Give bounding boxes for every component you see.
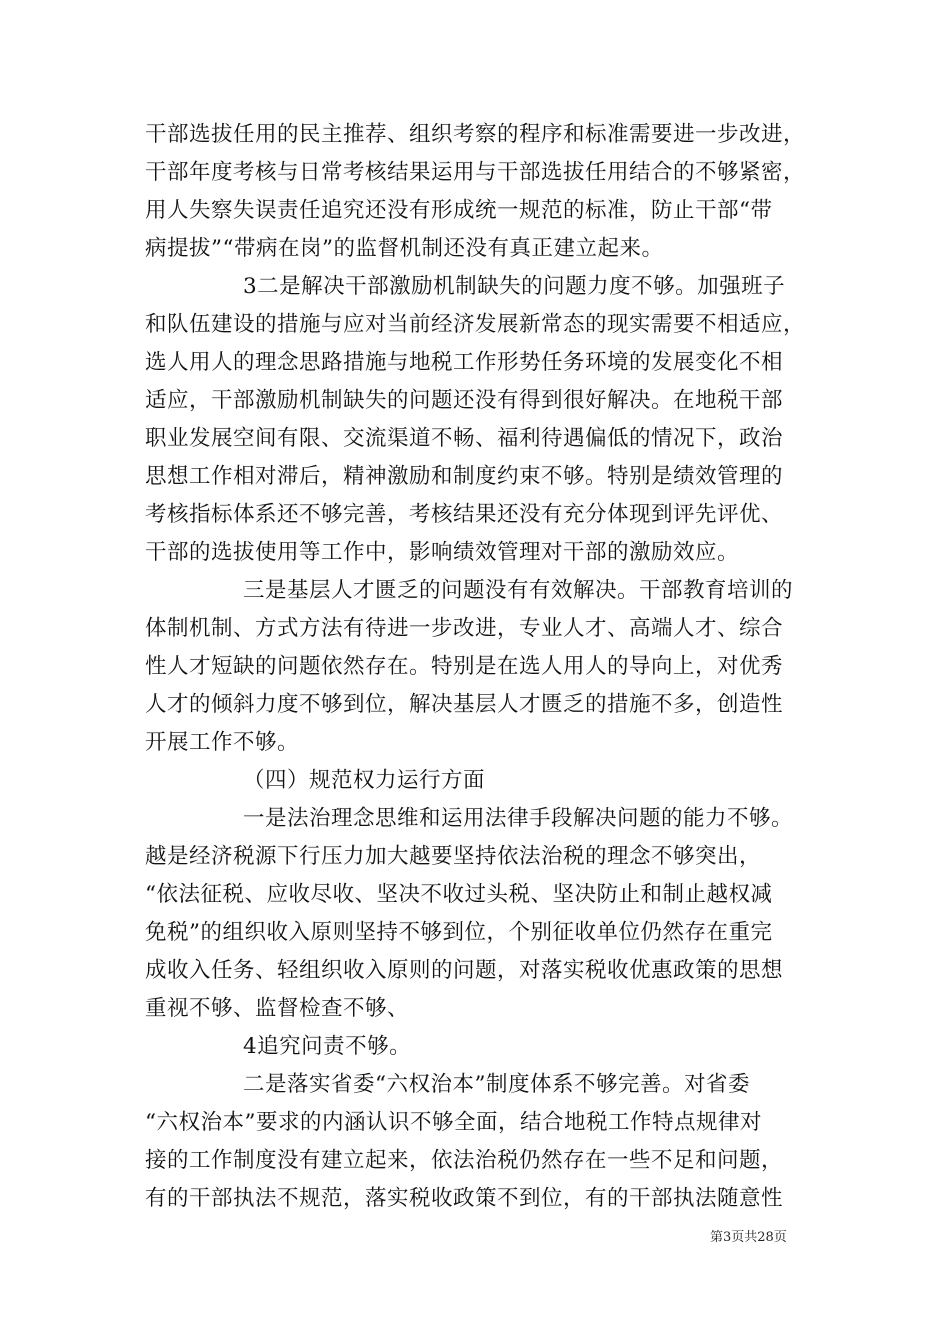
text-line: 职业发展空间有限、交流渠道不畅、福利待遇偏低的情况下，政治: [145, 426, 784, 451]
text-line: 适应，干部激励机制缺失的问题还没有得到很好解决。在地税干部: [145, 388, 784, 413]
text-line: 和队伍建设的措施与应对当前经济发展新常态的现实需要不相适应，: [145, 312, 806, 337]
text-line: 考核指标体系还不够完善，考核结果还没有充分体现到评先评优、: [145, 502, 784, 527]
text-line: “六权治本”要求的内涵认识不够全面，结合地税工作特点规律对: [145, 1110, 762, 1135]
page-number: 第3页共28页: [710, 1230, 787, 1245]
text-line: 性人才短缺的问题依然存在。特别是在选人用人的导向上，对优秀: [145, 654, 784, 679]
text-line: 二是落实省委“六权治本”制度体系不够完善。对省委: [243, 1072, 750, 1097]
text-line: 干部年度考核与日常考核结果运用与干部选拔任用结合的不够紧密，: [145, 160, 806, 185]
section-heading: （四）规范权力运行方面: [243, 768, 486, 793]
text-line: 4追究问责不够。: [243, 1034, 412, 1059]
text-line: 重视不够、监督检查不够、: [145, 996, 410, 1021]
text-line: 干部选拔任用的民主推荐、组织考察的程序和标准需要进一步改进，: [145, 122, 806, 147]
text-line: 有的干部执法不规范，落实税收政策不到位，有的干部执法随意性: [145, 1186, 784, 1211]
text-line: 干部的选拔使用等工作中，影响绩效管理对干部的激励效应。: [145, 540, 740, 565]
text-line: 用人失察失误责任追究还没有形成统一规范的标准，防止干部“带: [145, 198, 773, 223]
text-line: 一是法治理念思维和运用法律手段解决问题的能力不够。: [243, 806, 794, 831]
text-line: 开展工作不够。: [145, 730, 300, 755]
text-line: 病提拔”“带病在岗”的监督机制还没有真正建立起来。: [145, 236, 664, 261]
text-line: 三是基层人才匮乏的问题没有有效解决。干部教育培训的: [243, 578, 794, 603]
text-line: 接的工作制度没有建立起来，依法治税仍然存在一些不足和问题，: [145, 1148, 784, 1173]
text-line: 免税”的组织收入原则坚持不够到位，个别征收单位仍然存在重完: [145, 920, 773, 945]
text-line: “依法征税、应收尽收、坚决不收过头税、坚决防止和制止越权减: [145, 882, 773, 907]
text-line: 3二是解决干部激励机制缺失的问题力度不够。加强班子: [243, 274, 786, 299]
text-line: 体制机制、方式方法有待进一步改进，专业人才、高端人才、综合: [145, 616, 784, 641]
text-line: 选人用人的理念思路措施与地税工作形势任务环境的发展变化不相: [145, 350, 784, 375]
text-line: 人才的倾斜力度不够到位，解决基层人才匮乏的措施不多，创造性: [145, 692, 784, 717]
text-line: 成收入任务、轻组织收入原则的问题，对落实税收优惠政策的思想: [145, 958, 784, 983]
text-line: 思想工作相对滞后，精神激励和制度约束不够。特别是绩效管理的: [145, 464, 784, 489]
text-line: 越是经济税源下行压力加大越要坚持依法治税的理念不够突出，: [145, 844, 762, 869]
